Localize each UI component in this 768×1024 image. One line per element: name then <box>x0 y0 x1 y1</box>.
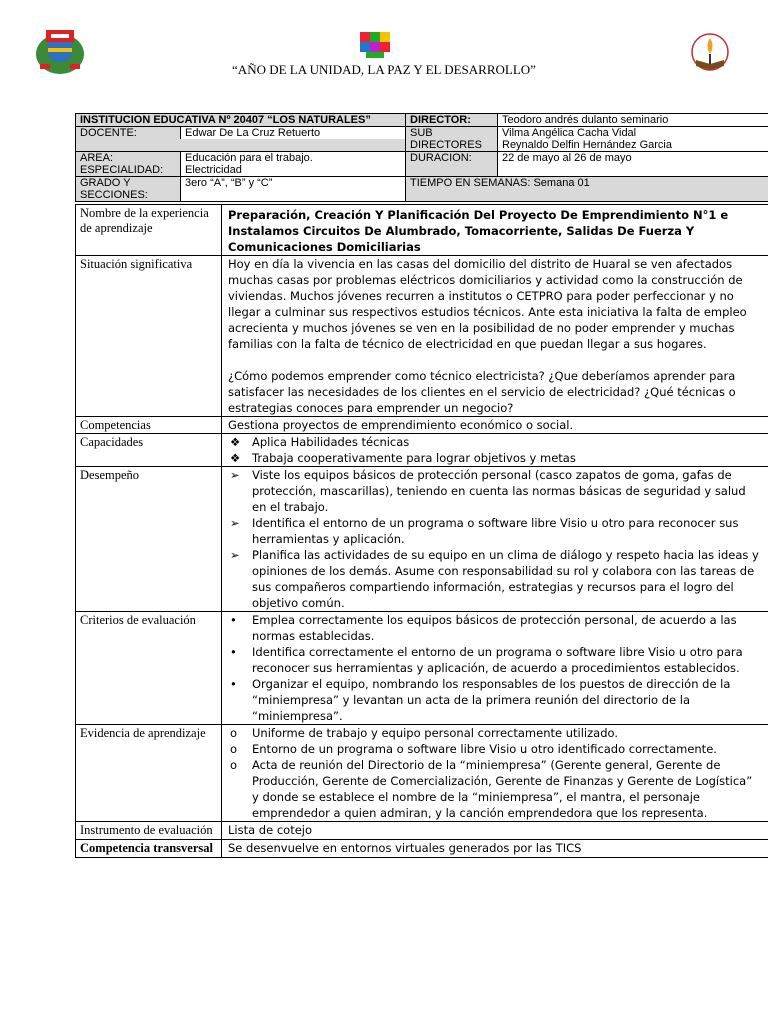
list-item: ❖ Aplica Habilidades técnicas <box>230 435 410 449</box>
duration-value: 22 de mayo al 26 de mayo <box>498 152 768 177</box>
area-value <box>181 152 406 176</box>
arrow-bullet-icon: ➢ <box>230 516 240 530</box>
circle-bullet-icon: o <box>230 742 238 756</box>
institution-name: INSTITUCION EDUCATIVA Nº 20407 “LOS NATURALES” <box>76 114 406 127</box>
instrument-value: Lista de cotejo <box>222 822 768 840</box>
experience-value: Preparación, Creación Y Planificación Del Proyecto De Emprendimiento N°1 e Instalamos Circuitos De Alumbrado, Tomacorriente, Salidas De Fuerza Y Comunicaciones Domiciliarias <box>222 205 768 256</box>
grade-value: 3ero “A”, “B” y “C” <box>181 177 406 201</box>
evidence-value <box>222 725 768 822</box>
experience-row <box>76 205 768 256</box>
arrow-bullet-icon: ➢ <box>230 468 240 482</box>
evidence-row <box>76 725 768 822</box>
transversal-row <box>76 840 768 858</box>
criteria-row <box>76 612 768 725</box>
dot-bullet-icon: • <box>230 645 237 659</box>
grade-cell <box>76 177 406 202</box>
diamond-bullet-icon: ❖ <box>230 435 241 449</box>
performance-label: Desempeño <box>76 467 222 612</box>
colorful-cube-logo-icon <box>358 28 392 62</box>
situation-paragraph-1: Hoy en día la vivencia en las casas del domicilio del distrito de Huaral se ven afectados muchas casas por problemas eléctricos domiciliarios y actividad como la construcción de viviendas. Muchos jóvenes recurren a institutos o CETPRO para poder perfeccionar y no llegar a culminar sus respectivos estudios técnicos. Ante esta iniciativa la falta de empleo acrecienta y muchos jóvenes se ven en la posibilidad de no poder emprender y muchas familias con la falta de técnico de electricidad en que puedan llegar a sus hogares. <box>228 257 747 351</box>
dot-bullet-icon: • <box>230 677 237 691</box>
competencies-value: Gestiona proyectos de emprendimiento económico o social. <box>222 417 768 434</box>
circle-bullet-icon: o <box>230 726 238 740</box>
evidence-label: Evidencia de aprendizaje <box>76 725 222 822</box>
situation-label: Situación significativa <box>76 256 222 417</box>
subdirectors-label <box>406 127 498 152</box>
teacher-name: Edwar De La Cruz Retuerto <box>181 127 406 139</box>
grade-label <box>76 177 181 201</box>
info-table <box>75 113 768 202</box>
competencies-label: Competencias <box>76 417 222 434</box>
list-item: • Identifica correctamente el entorno de un programa o software libre Visio u otro para reconocer sus herramientas y aplicación, de acuerdo a procedimientos establecidos. <box>230 645 743 675</box>
capacities-row <box>76 434 768 467</box>
diamond-bullet-icon: ❖ <box>230 451 241 465</box>
list-item: • Emplea correctamente los equipos básicos de protección personal, de acuerdo a las normas establecidas. <box>230 613 737 643</box>
situation-value <box>222 256 768 417</box>
subdirectors-label-line-1: SUB <box>410 127 433 139</box>
capacities-label: Capacidades <box>76 434 222 467</box>
subdirectors-names <box>498 127 768 152</box>
list-item: • Organizar el equipo, nombrando los responsables de los puestos de dirección de la “miniempresa” y levantan un acta de la primera reunión del directorio de la “miniempresa”. <box>230 677 731 723</box>
list-item: o Entorno de un programa o software libre Visio u otro identificado correctamente. <box>230 742 717 756</box>
area-value-line-2: Electricidad <box>185 164 242 176</box>
performance-row <box>76 467 768 612</box>
criteria-value <box>222 612 768 725</box>
circle-bullet-icon: o <box>230 758 238 772</box>
area-cell <box>76 152 406 177</box>
subdirectors-label-line-2: DIRECTORES <box>410 139 482 151</box>
experience-label: Nombre de la experiencia de aprendizaje <box>76 205 222 256</box>
teacher-label: DOCENTE: <box>76 127 181 139</box>
instrument-label: Instrumento de evaluación <box>76 822 222 840</box>
criteria-label: Criterios de evaluación <box>76 612 222 725</box>
director-name: Teodoro andrés dulanto seminario <box>498 114 768 127</box>
area-label-line-1: AREA: <box>80 152 114 164</box>
list-item: ➢ Planifica las actividades de su equipo en un clima de diálogo y respeto hacia las ideas y opiniones de los demás. Asume con responsabilidad su rol y colabora con las tareas de sus compañeros compartiendo información, estrategias y recursos para el logro del objetivo común. <box>230 548 759 610</box>
list-item: ❖ Trabaja cooperativamente para lograr objetivos y metas <box>230 451 576 465</box>
capacities-value <box>222 434 768 467</box>
area-label-line-2: ESPECIALIDAD: <box>80 164 164 176</box>
performance-value <box>222 467 768 612</box>
competencies-row <box>76 417 768 434</box>
area-value-line-1: Educación para el trabajo. <box>185 152 313 164</box>
learning-table <box>75 204 768 858</box>
arrow-bullet-icon: ➢ <box>230 548 240 562</box>
instrument-row <box>76 822 768 840</box>
situation-paragraph-2: ¿Cómo podemos emprender como técnico electricista? ¿Que deberíamos aprender para satisfacer las necesidades de los clientes en el servicio de electricidad? ¿Qué técnicas o estrategias conoces para emprender un negocio? <box>228 369 736 415</box>
list-item: o Acta de reunión del Directorio de la “miniempresa” (Gerente general, Gerente de Producción, Gerente de Comercialización, Gerente de Finanzas y Gerente de Logística” y donde se establece el nombre de la “miniempresa”, el mantra, el personaje emprendedor a quien admiran, y la canción emprendedora que los representa. <box>230 758 753 820</box>
duration-label: DURACION: <box>406 152 498 177</box>
situation-row <box>76 256 768 417</box>
grade-label-line-1: GRADO Y <box>80 177 131 189</box>
transversal-label: Competencia transversal <box>76 840 222 858</box>
area-label <box>76 152 181 176</box>
list-item: o Uniforme de trabajo y equipo personal correctamente utilizado. <box>230 726 618 740</box>
subdirector-2: Reynaldo Delfin Hernández Garcia <box>502 139 672 151</box>
subdirector-1: Vilma Angélica Cacha Vidal <box>502 127 637 139</box>
teacher-cell <box>76 127 406 152</box>
weeks-text: TIEMPO EN SEMANAS: Semana 01 <box>406 177 768 202</box>
list-item: ➢ Identifica el entorno de un programa o software libre Visio u otro para reconocer sus herramientas y aplicación. <box>230 516 739 546</box>
dot-bullet-icon: • <box>230 613 237 627</box>
grade-label-line-2: SECCIONES: <box>80 189 148 201</box>
year-motto: “AÑO DE LA UNIDAD, LA PAZ Y EL DESARROLLO” <box>232 62 536 77</box>
document-header <box>0 0 768 100</box>
transversal-value: Se desenvuelve en entornos virtuales generados por las TICS <box>222 840 768 858</box>
list-item: ➢ Viste los equipos básicos de protección personal (casco zapatos de goma, gafas de protección, mascarillas), teniendo en cuenta las normas básicas de seguridad y salud en el trabajo. <box>230 468 746 514</box>
director-label: DIRECTOR: <box>406 114 498 127</box>
